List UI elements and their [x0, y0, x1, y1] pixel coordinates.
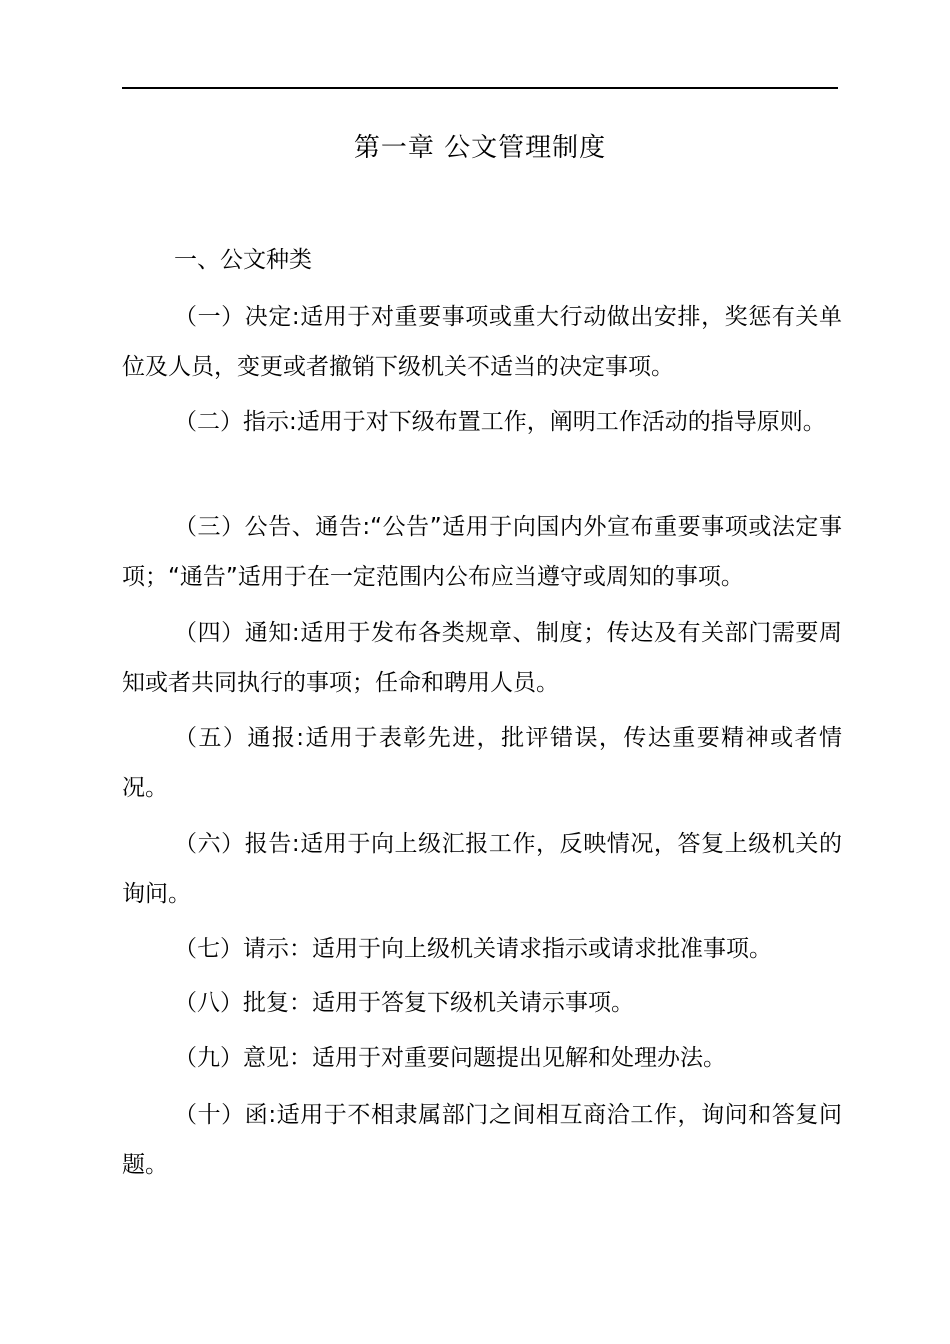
paragraph-item: （二）指示:适用于对下级布置工作，阐明工作活动的指导原则。: [174, 409, 826, 435]
paragraph-item: （四）通知:适用于发布各类规章、制度；传达及有关部门需要周知或者共同执行的事项；任命和聘用人员。: [122, 620, 842, 696]
paragraph-item: （八）批复：适用于答复下级机关请示事项。: [174, 990, 634, 1016]
paragraph-item: （六）报告:适用于向上级汇报工作，反映情况，答复上级机关的询问。: [122, 831, 842, 907]
section-heading: 一、公文种类: [174, 247, 312, 273]
paragraph-item: （五）通报:适用于表彰先进，批评错误，传达重要精神或者情况。: [122, 725, 842, 801]
paragraph-item: （七）请示：适用于向上级机关请求指示或请求批准事项。: [174, 936, 772, 962]
chapter-title: 第一章 公文管理制度: [353, 133, 607, 163]
paragraph-item: （九）意见：适用于对重要问题提出见解和处理办法。: [174, 1045, 726, 1071]
paragraph-item: （一）决定:适用于对重要事项或重大行动做出安排，奖惩有关单位及人员，变更或者撤销下级机关不适当的决定事项。: [122, 304, 842, 380]
header-rule: [122, 87, 838, 89]
paragraph-item: （十）函:适用于不相隶属部门之间相互商洽工作，询问和答复问题。: [122, 1102, 842, 1178]
paragraph-item: （三）公告、通告:“公告”适用于向国内外宣布重要事项或法定事项；“通告”适用于在一定范围内公布应当遵守或周知的事项。: [122, 514, 842, 590]
